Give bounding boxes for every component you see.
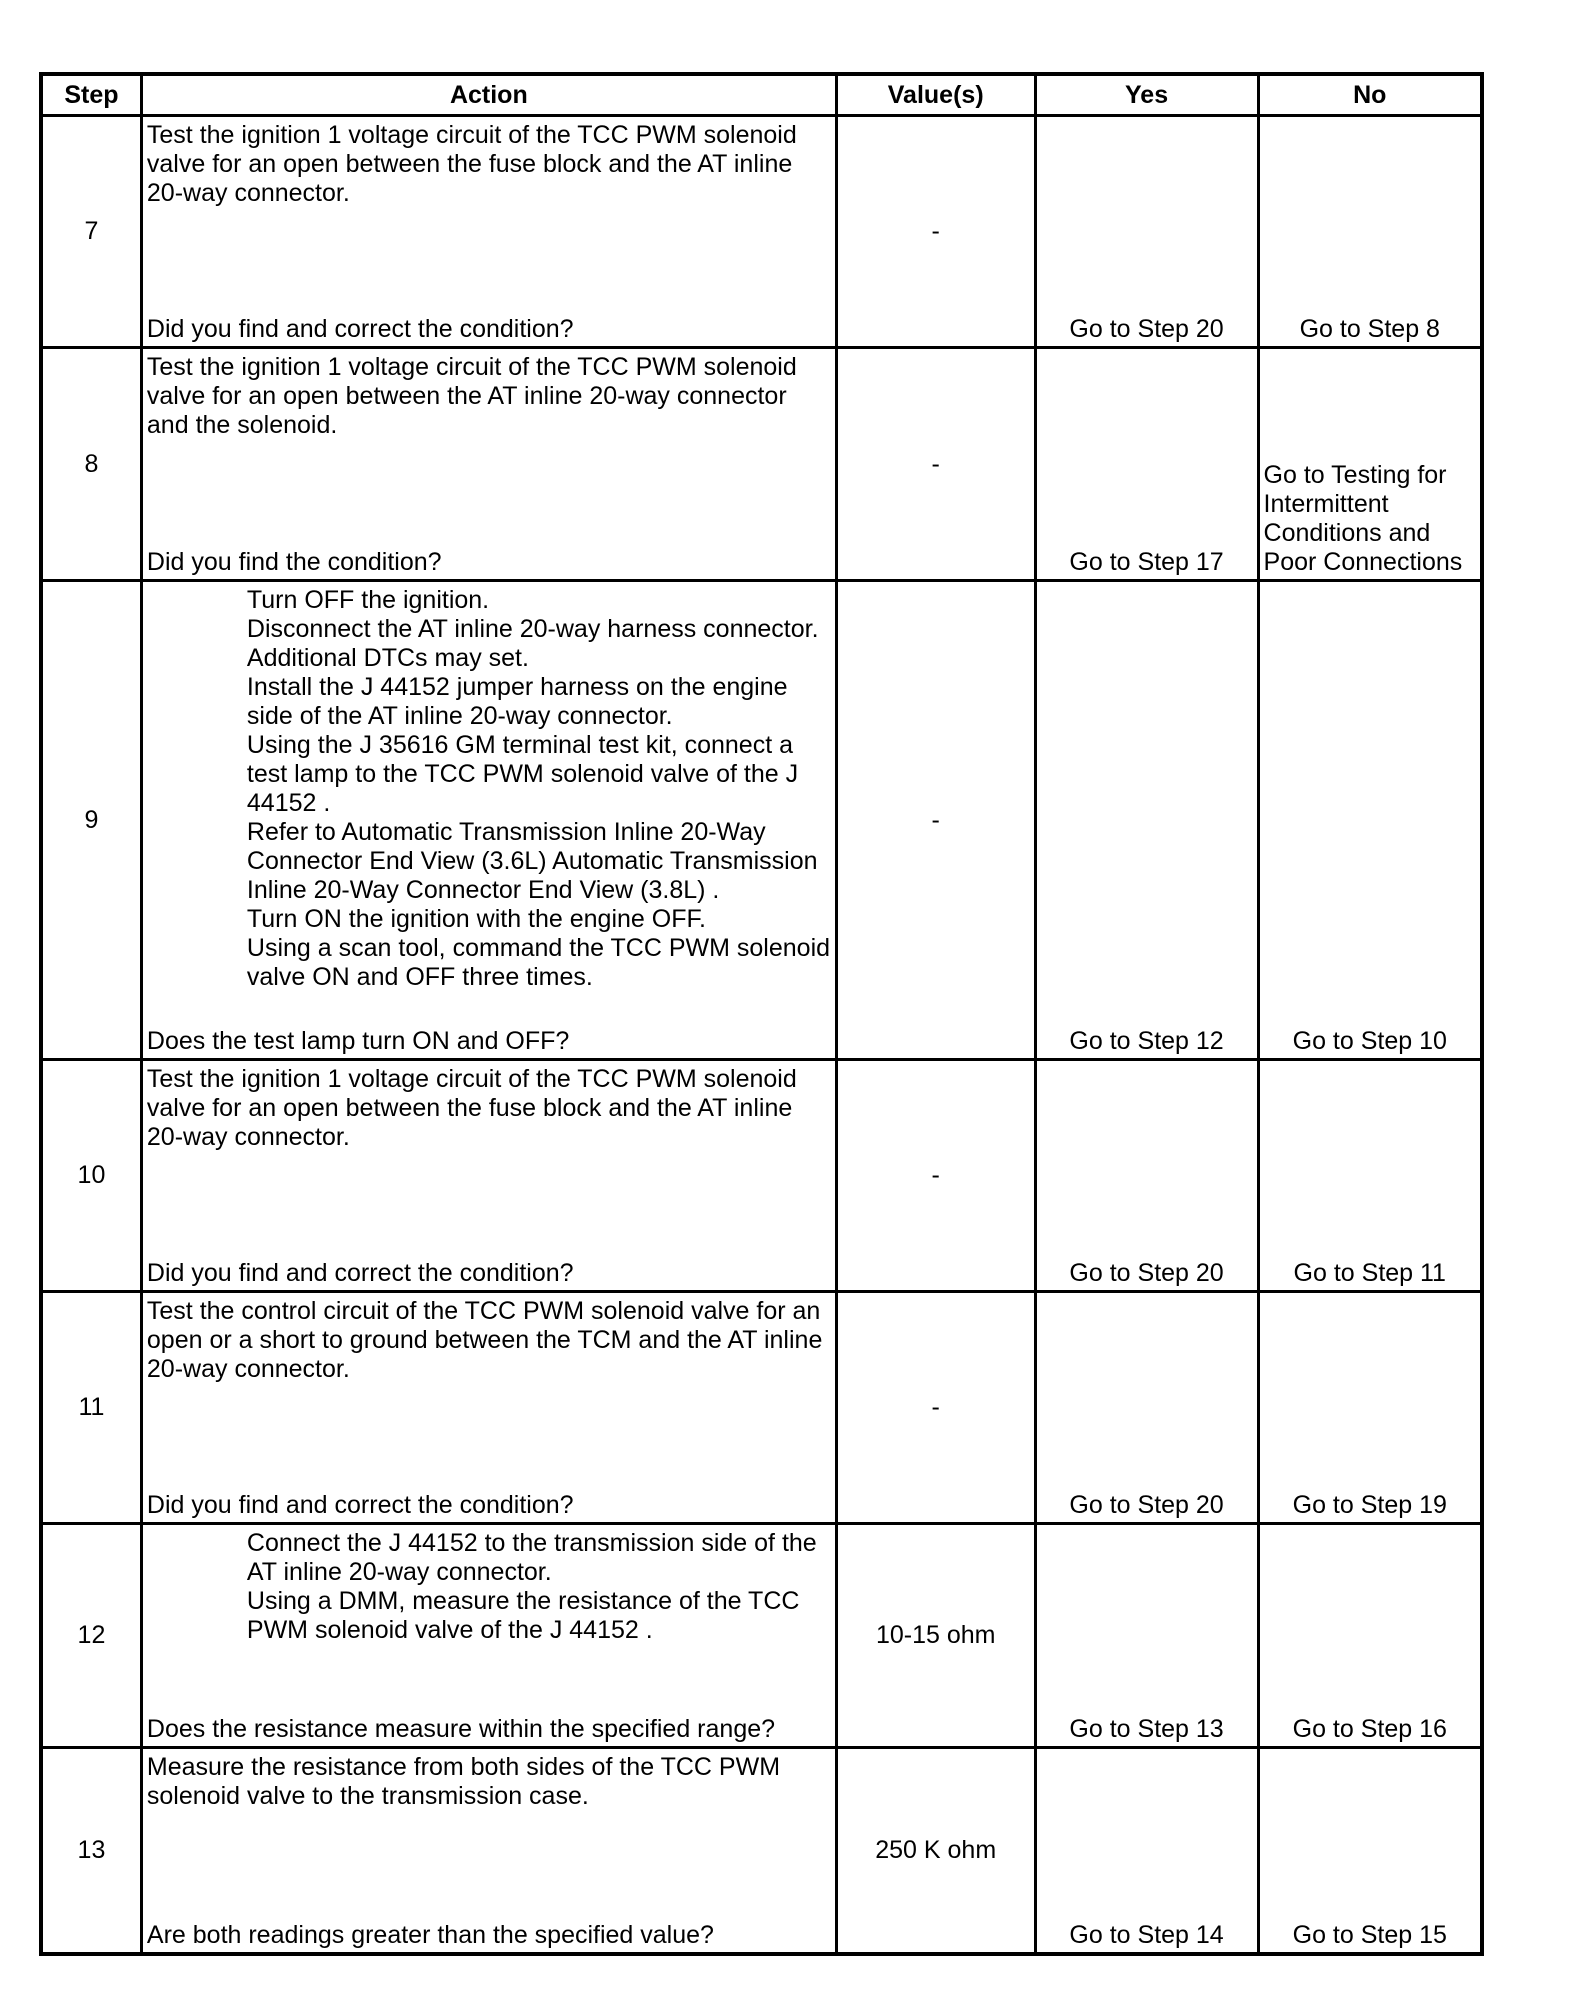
action-item: Install the J 44152 jumper harness on the engine side of the AT inline 20-way connector. xyxy=(246,673,788,730)
action-cell xyxy=(141,1524,836,1748)
action-item[interactable]: Refer to Automatic Transmission Inline 20-Way Connector End View (3.6L) Automatic Transmission Inline 20-Way Connector End View (3.8L) . xyxy=(246,818,818,904)
action-cell xyxy=(141,348,836,581)
table-row xyxy=(41,581,1482,1060)
table-row xyxy=(41,1292,1482,1524)
table-row xyxy=(41,1524,1482,1748)
action-question: Did you find the condition? xyxy=(146,548,442,576)
table-row xyxy=(41,1060,1482,1292)
yes-link[interactable]: Go to Step 20 xyxy=(1035,1060,1258,1292)
action-cell xyxy=(141,581,836,1060)
step-number: 11 xyxy=(41,1292,141,1524)
step-number: 9 xyxy=(41,581,141,1060)
value-cell: 250 K ohm xyxy=(836,1748,1035,1954)
table-row xyxy=(41,348,1482,581)
yes-link[interactable]: Go to Step 20 xyxy=(1035,116,1258,348)
action-question: Did you find and correct the condition? xyxy=(146,1259,574,1287)
no-link[interactable]: Go to Step 16 xyxy=(1258,1524,1482,1748)
no-link[interactable]: Go to Step 15 xyxy=(1258,1748,1482,1954)
step-number: 10 xyxy=(41,1060,141,1292)
action-list xyxy=(143,1525,835,1645)
yes-link[interactable]: Go to Step 20 xyxy=(1035,1292,1258,1524)
value-cell: - xyxy=(836,581,1035,1060)
action-item: Connect the J 44152 to the transmission side of the AT inline 20-way connector. xyxy=(246,1529,817,1586)
table-row xyxy=(41,116,1482,348)
no-link[interactable]: Go to Step 10 xyxy=(1258,581,1482,1060)
action-cell xyxy=(141,116,836,348)
action-question: Are both readings greater than the specified value? xyxy=(146,1920,714,1949)
header-action: Action xyxy=(141,74,836,116)
action-item: Disconnect the AT inline 20-way harness connector. Additional DTCs may set. xyxy=(246,615,819,672)
action-item: Turn ON the ignition with the engine OFF. xyxy=(246,905,706,933)
action-question: Does the test lamp turn ON and OFF? xyxy=(146,1027,570,1055)
action-cell xyxy=(141,1292,836,1524)
no-link[interactable]: Go to Step 19 xyxy=(1258,1292,1482,1524)
step-number: 12 xyxy=(41,1524,141,1748)
header-values: Value(s) xyxy=(836,74,1035,116)
yes-link[interactable]: Go to Step 17 xyxy=(1035,348,1258,581)
action-cell xyxy=(141,1060,836,1292)
header-no: No xyxy=(1258,74,1482,116)
header-yes: Yes xyxy=(1035,74,1258,116)
value-cell: - xyxy=(836,1292,1035,1524)
yes-link[interactable]: Go to Step 14 xyxy=(1035,1748,1258,1954)
action-item: Using a scan tool, command the TCC PWM solenoid valve ON and OFF three times. xyxy=(246,934,831,991)
step-number: 8 xyxy=(41,348,141,581)
value-cell: - xyxy=(836,116,1035,348)
action-item: Turn OFF the ignition. xyxy=(246,586,490,614)
no-link[interactable]: Go to Testing for Intermittent Conditions and Poor Connections xyxy=(1258,348,1482,581)
action-item: Using the J 35616 GM terminal test kit, connect a test lamp to the TCC PWM solenoid valve of the J 44152 . xyxy=(246,731,799,817)
action-question: Did you find and correct the condition? xyxy=(146,315,574,343)
header-step: Step xyxy=(41,74,141,116)
action-question: Did you find and correct the condition? xyxy=(146,1491,574,1519)
value-cell: - xyxy=(836,1060,1035,1292)
value-cell: - xyxy=(836,348,1035,581)
action-text: Test the control circuit of the TCC PWM solenoid valve for an open or a short to ground between the TCM and the AT inline 20-way connector. xyxy=(146,1297,823,1383)
no-link[interactable]: Go to Step 11 xyxy=(1258,1060,1482,1292)
action-item: Using a DMM, measure the resistance of the TCC PWM solenoid valve of the J 44152 . xyxy=(246,1587,800,1644)
action-text: Test the ignition 1 voltage circuit of the TCC PWM solenoid valve for an open between the AT inline 20-way connector and the solenoid. xyxy=(146,353,797,439)
action-list xyxy=(143,582,835,992)
yes-link[interactable]: Go to Step 13 xyxy=(1035,1524,1258,1748)
diagnostic-table xyxy=(39,72,1484,1956)
action-text: Measure the resistance from both sides of the TCC PWM solenoid valve to the transmission case. xyxy=(146,1753,781,1810)
action-question: Does the resistance measure within the specified range? xyxy=(146,1715,776,1743)
action-text: Test the ignition 1 voltage circuit of the TCC PWM solenoid valve for an open between the fuse block and the AT inline 20-way connector. xyxy=(146,121,797,207)
yes-link[interactable]: Go to Step 12 xyxy=(1035,581,1258,1060)
header-row xyxy=(41,74,1482,116)
table-row xyxy=(41,1748,1482,1954)
action-text: Test the ignition 1 voltage circuit of the TCC PWM solenoid valve for an open between the fuse block and the AT inline 20-way connector. xyxy=(146,1065,797,1151)
step-number: 7 xyxy=(41,116,141,348)
value-cell: 10-15 ohm xyxy=(836,1524,1035,1748)
no-link[interactable]: Go to Step 8 xyxy=(1258,116,1482,348)
action-cell xyxy=(141,1748,836,1954)
step-number: 13 xyxy=(41,1748,141,1954)
